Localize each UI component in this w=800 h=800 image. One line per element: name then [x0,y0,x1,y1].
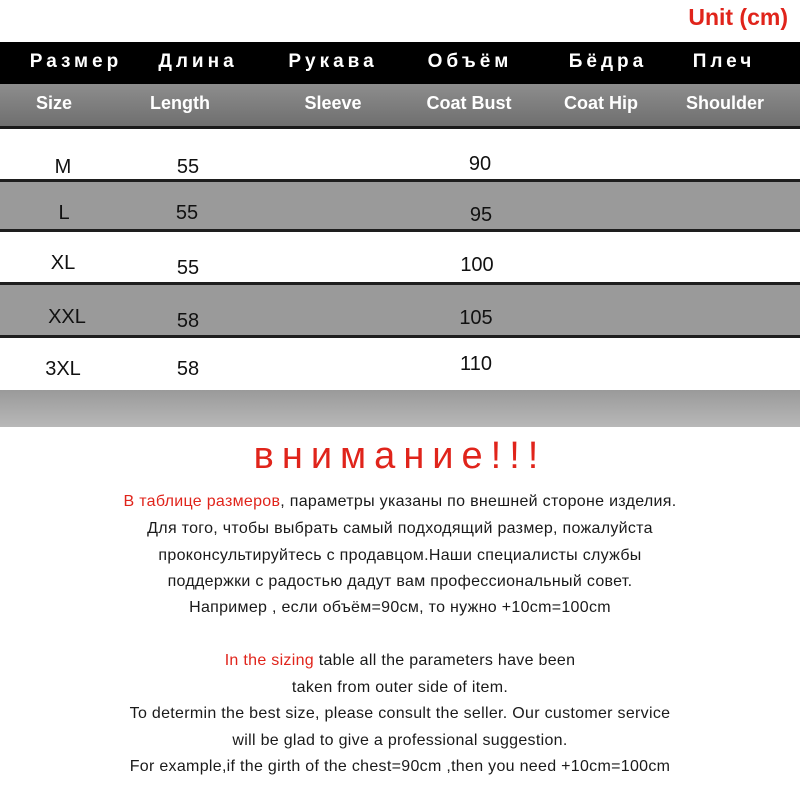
table-row [0,182,800,232]
table-row [0,232,800,282]
cell-length: 58 [176,310,200,332]
cell-bust: 95 [469,204,493,226]
header-en-length: Length [150,93,210,113]
table-row [0,285,800,335]
ru-note-line-5: Например , если объём=90см, то нужно +10cm=100cm [189,599,611,616]
header-en-size: Size [35,93,73,113]
size-table-header-en [0,84,800,129]
en-note-line-1-rest: table all the parameters have been [313,652,576,669]
table-row [0,129,800,179]
cell-bust: 100 [460,254,494,276]
cell-length: 58 [176,358,200,380]
cell-bust: 90 [468,153,492,175]
en-note-line-1 [0,652,800,670]
size-table-header-ru [0,42,800,84]
attention-heading: внимание!!! [253,435,547,477]
cell-bust: 110 [460,353,492,375]
header-en-sleeve: Sleeve [304,93,362,113]
en-note-line-2: taken from outer side of item. [291,679,509,696]
en-note-line-3: To determin the best size, please consult the seller. Our customer service [129,705,671,722]
header-ru-length: Длина [158,51,238,72]
cell-size: XXL [48,306,86,328]
ru-note-line-3: проконсультируйтесь с продавцом.Наши специалисты службы [158,547,642,564]
cell-bust: 105 [459,307,493,329]
ru-note-highlight: В таблице размеров [123,493,281,510]
cell-size: M [54,156,72,178]
cell-length: 55 [175,202,199,224]
ru-note-line-2: Для того, чтобы выбрать самый подходящий размер, пожалуйста [147,520,653,537]
en-note-line-5: For example,if the girth of the chest=90cm ,then you need +10cm=100cm [129,758,671,775]
header-en-shoulder: Shoulder [685,93,765,113]
cell-size: XL [50,252,76,274]
en-note-line-4: will be glad to give a professional suggestion. [232,732,568,749]
en-note-highlight: In the sizing [224,652,314,669]
table-row [0,338,800,390]
header-en-bust: Coat Bust [426,93,512,113]
cell-size: L [58,202,70,224]
cell-length: 55 [176,257,200,279]
header-ru-hip: Бёдра [568,51,648,72]
unit-label: Unit (cm) [688,4,788,30]
header-en-hip: Coat Hip [564,93,638,113]
header-ru-shoulder: Плеч [692,51,756,72]
ru-note-line-1-rest: , параметры указаны по внешней стороне изделия. [280,493,677,510]
cell-size: 3XL [45,358,81,380]
header-ru-size: Размер [29,51,123,72]
ru-note-line-1 [0,493,800,511]
cell-length: 55 [176,156,200,178]
header-ru-bust: Объём [427,51,513,72]
ru-note-line-4: поддержки с радостью дадут вам профессиональный совет. [167,573,633,590]
table-footer-bar [0,390,800,427]
header-ru-sleeve: Рукава [288,51,378,72]
